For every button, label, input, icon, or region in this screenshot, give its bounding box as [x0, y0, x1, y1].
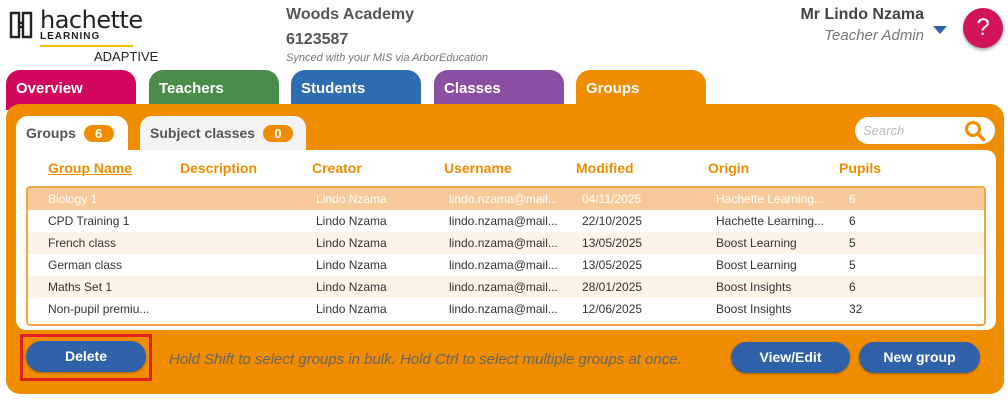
tab-students[interactable]: Students [291, 70, 421, 110]
cell-username: lindo.nzama@mail... [449, 302, 558, 316]
subtab-groups-label: Groups [26, 125, 76, 141]
cell-creator: Lindo Nzama [316, 258, 387, 272]
cell-username: lindo.nzama@mail... [449, 214, 558, 228]
groups-count-badge: 6 [84, 125, 114, 142]
logo-underline [40, 45, 133, 47]
column-header-modified[interactable]: Modified [576, 160, 634, 176]
cell-group-name: CPD Training 1 [48, 214, 130, 228]
school-name: Woods Academy [286, 6, 415, 23]
search-icon[interactable] [964, 120, 986, 142]
cell-origin: Hachette Learning... [716, 214, 825, 228]
cell-origin: Boost Learning [716, 258, 797, 272]
subtab-groups[interactable] [16, 116, 128, 150]
search-input[interactable] [863, 121, 963, 140]
user-role: Teacher Admin [824, 27, 924, 44]
cell-username: lindo.nzama@mail... [449, 192, 558, 206]
school-info [286, 6, 488, 64]
chevron-down-icon[interactable] [933, 26, 947, 34]
table-row[interactable] [28, 188, 984, 210]
subtab-subject-classes-label: Subject classes [150, 125, 256, 141]
column-header-group-name[interactable]: Group Name [48, 160, 133, 176]
cell-origin: Hachette Learning... [716, 192, 825, 206]
help-button[interactable]: ? [963, 8, 1003, 48]
selection-hint: Hold Shift to select groups in bulk. Hold Ctrl to select multiple groups at once. [169, 351, 682, 368]
column-header-creator[interactable]: Creator [312, 160, 362, 176]
cell-creator: Lindo Nzama [316, 280, 387, 294]
cell-username: lindo.nzama@mail... [449, 280, 558, 294]
cell-modified: 28/01/2025 [582, 280, 643, 294]
view-edit-button[interactable]: View/Edit [731, 342, 850, 373]
tab-overview[interactable]: Overview [6, 70, 136, 110]
hachette-logo-mark-icon [8, 10, 34, 40]
column-header-origin[interactable]: Origin [708, 160, 750, 176]
table-row[interactable] [28, 276, 984, 298]
groups-table [26, 186, 986, 326]
table-row[interactable] [28, 210, 984, 232]
cell-creator: Lindo Nzama [316, 236, 387, 250]
cell-pupils: 32 [849, 302, 863, 316]
school-sync-note: Synced with your MIS via ArborEducation [286, 52, 488, 64]
cell-pupils: 5 [849, 236, 856, 250]
tab-classes[interactable]: Classes [434, 70, 564, 110]
table-row[interactable] [28, 232, 984, 254]
hachette-logo [8, 6, 159, 64]
cell-creator: Lindo Nzama [316, 192, 387, 206]
cell-group-name: Maths Set 1 [48, 280, 113, 294]
logo-product: ADAPTIVE [94, 49, 159, 64]
tab-groups[interactable]: Groups [576, 70, 706, 116]
cell-username: lindo.nzama@mail... [449, 236, 558, 250]
cell-creator: Lindo Nzama [316, 302, 387, 316]
cell-pupils: 5 [849, 258, 856, 272]
cell-modified: 13/05/2025 [582, 236, 643, 250]
cell-group-name: Non-pupil premiu... [48, 302, 150, 316]
tab-teachers[interactable]: Teachers [149, 70, 279, 110]
subject-classes-count-badge: 0 [263, 125, 293, 142]
cell-creator: Lindo Nzama [316, 214, 387, 228]
cell-username: lindo.nzama@mail... [449, 258, 558, 272]
cell-origin: Boost Insights [716, 302, 792, 316]
logo-subtitle: LEARNING [40, 31, 101, 42]
cell-pupils: 6 [849, 192, 856, 206]
cell-origin: Boost Insights [716, 280, 792, 294]
cell-pupils: 6 [849, 214, 856, 228]
cell-group-name: French class [48, 236, 117, 250]
user-name: Mr Lindo Nzama [800, 6, 924, 23]
user-menu[interactable] [800, 6, 924, 44]
logo-name: hachette [40, 6, 143, 34]
cell-group-name: Biology 1 [48, 192, 98, 206]
table-row[interactable] [28, 254, 984, 276]
column-header-pupils[interactable]: Pupils [839, 160, 882, 176]
cell-origin: Boost Learning [716, 236, 797, 250]
column-header-username[interactable]: Username [444, 160, 512, 176]
cell-modified: 22/10/2025 [582, 214, 643, 228]
cell-pupils: 6 [849, 280, 856, 294]
subtab-subject-classes[interactable] [140, 116, 306, 150]
cell-modified: 13/05/2025 [582, 258, 643, 272]
table-row[interactable] [28, 298, 984, 320]
search-box[interactable] [855, 117, 995, 144]
school-id: 6123587 [286, 31, 349, 48]
cell-group-name: German class [48, 258, 123, 272]
cell-modified: 04/11/2025 [582, 192, 642, 206]
delete-button[interactable]: Delete [26, 341, 146, 372]
column-header-description[interactable]: Description [180, 160, 258, 176]
new-group-button[interactable]: New group [859, 342, 980, 373]
cell-modified: 12/06/2025 [582, 302, 643, 316]
